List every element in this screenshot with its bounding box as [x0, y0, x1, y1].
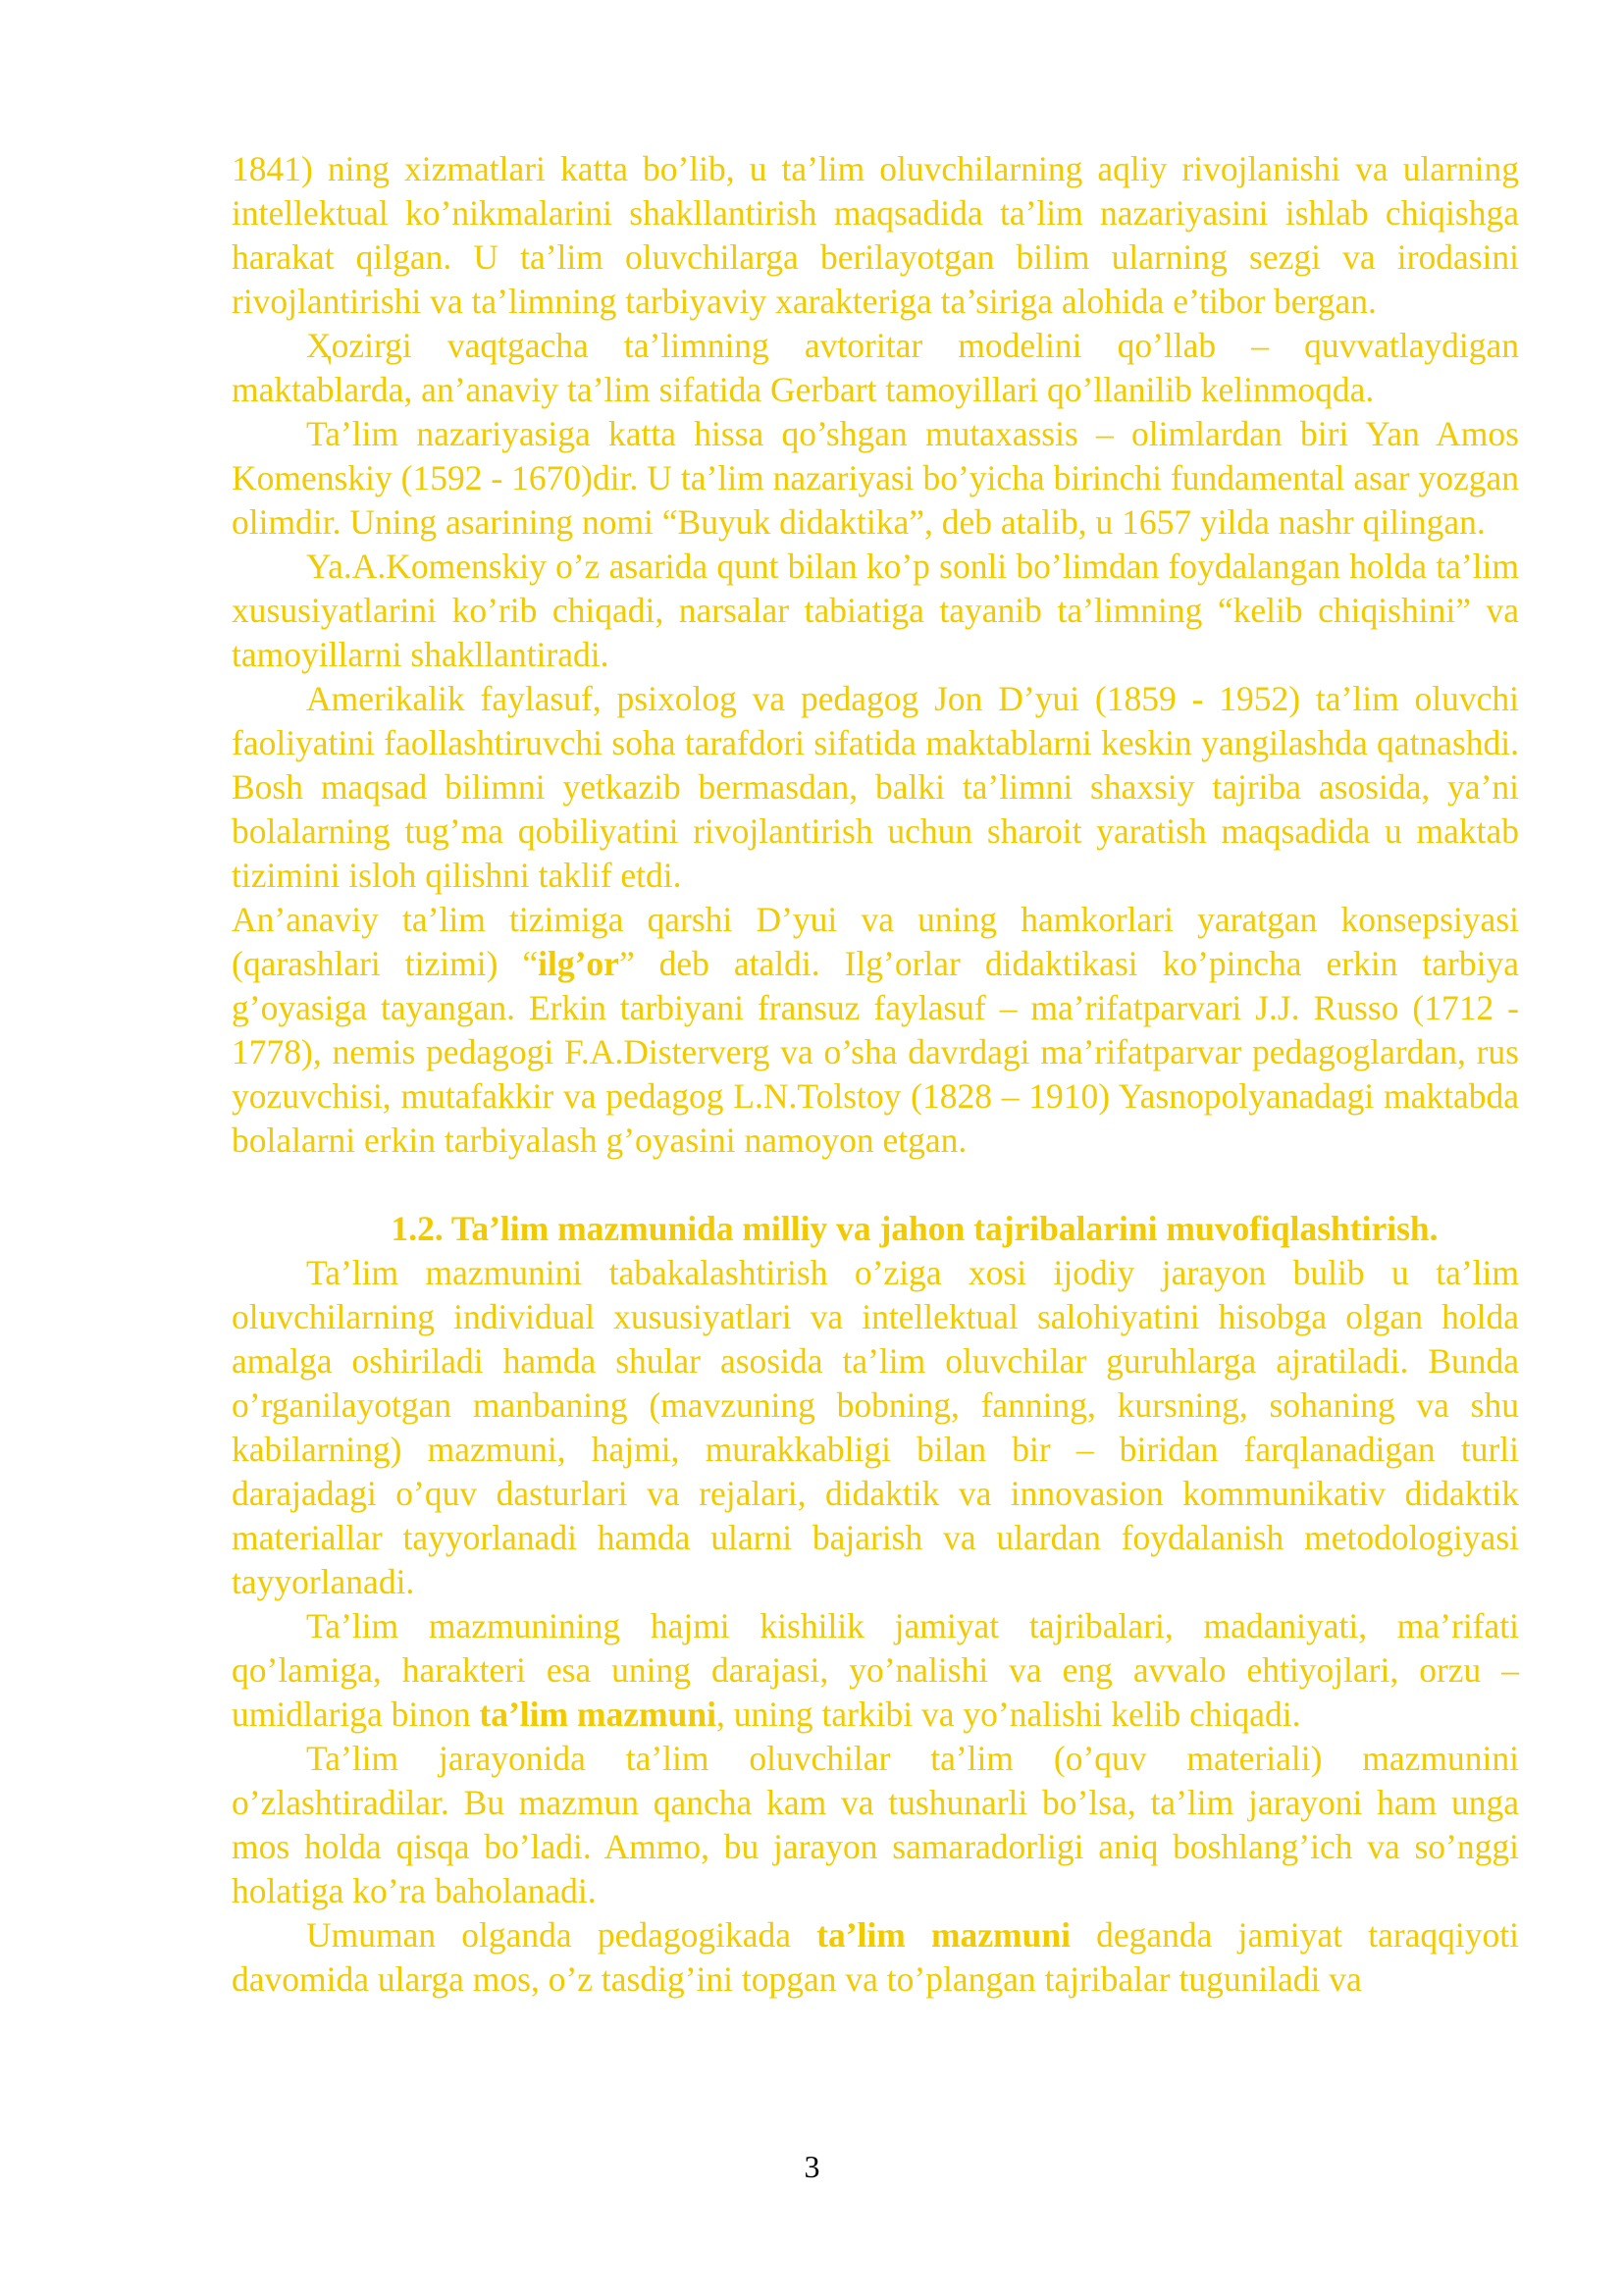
- text-run: Ya.A.Komenskiy o’z asarida qunt bilan ko’p sonli bo’limdan foydalangan holda ta’lim xususiyatlarini ko’rib chiqadi, narsalar tabiatiga tayanib ta’limning “kelib chiqishini” va tamoyillarni shakllantiradi.: [232, 547, 1519, 674]
- bold-term: ilg’or: [538, 944, 619, 983]
- bold-term: ta’lim mazmuni: [816, 1915, 1071, 1955]
- heading-text: 1.2. Ta’lim mazmunida milliy va jahon tajribalarini muvofiqlashtirish.: [391, 1209, 1439, 1248]
- text-run: , uning tarkibi va yo’nalishi kelib chiqadi.: [715, 1695, 1301, 1734]
- text-run: Umuman olganda pedagogikada: [306, 1915, 817, 1955]
- text-run: Amerikalik faylasuf, psixolog va pedagog Jon D’yui (1859 - 1952) ta’lim oluvchi faoliyatini faollashtiruvchi soha tarafdori sifatida maktablarni keskin yangilashda qatnashdi. Bosh maqsad bilimni yetkazib bermasdan, balki ta’limni shaxsiy tajriba asosida, ya’ni bolalarning tug’ma qobiliyatini rivojlantirish uchun sharoit yaratish maqsadida u maktab tizimini isloh qilishni taklif etdi.: [232, 679, 1519, 895]
- document-body: [232, 147, 1519, 2002]
- text-run: 1841) ning xizmatlari katta bo’lib, u ta’lim oluvchilarning aqliy rivojlanishi va ularning intellektual ko’nikmalarini shakllantirish maqsadida ta’lim nazariyasini ishlab chiqishga harakat qilgan. U ta’lim oluvchilarga berilayotgan bilim ularning sezgi va irodasini rivojlantirishi va ta’limning tarbiyaviy xarakteriga ta’siriga alohida e’tibor bergan.: [232, 149, 1519, 321]
- text-run: Ta’lim mazmunini tabakalashtirish o’ziga xosi ijodiy jarayon bulib u ta’lim oluvchilarning individual xususiyatlari va intellektual salohiyatini hisobga olgan holda amalga oshiriladi hamda shular asosida ta’lim oluvchilar guruhlarga ajratiladi. Bunda o’rganilayotgan manbaning (mavzuning bobning, fanning, kursning, sohaning va shu kabilarning) mazmuni, hajmi, murakkabligi bilan bir – biridan farqlanadigan turli darajadagi o’quv dasturlari va rejalari, didaktik va innovasion kommunikativ didaktik materiallar tayyorlanadi hamda ularni bajarish va ulardan foydalanish metodologiyasi tayyorlanadi.: [232, 1253, 1519, 1601]
- bold-term: ta’lim mazmuni: [479, 1695, 716, 1734]
- paragraph: [232, 1913, 1519, 2002]
- page-number: 3: [804, 2149, 820, 2184]
- text-run: Ta’lim mazmunining hajmi kishilik jamiyat tajribalari, madaniyati, ma’rifati qo’lamiga, harakteri esa uning darajasi, yo’nalishi va eng avvalo ehtiyojlari, orzu – umidlariga binon: [232, 1606, 1519, 1734]
- paragraph: [232, 1251, 1519, 1604]
- paragraph: [232, 545, 1519, 677]
- text-run: deganda jamiyat taraqqiyoti davomida ularga mos, o’z tasdig’ini topgan va to’plangan tajribalar tuguniladi va: [232, 1915, 1519, 1999]
- spacer: [232, 1163, 1519, 1207]
- text-run: ” deb ataldi. Ilg’orlar didaktikasi ko’pincha erkin tarbiya g’oyasiga tayangan. Erkin tarbiyani fransuz faylasuf – ma’rifatparvari J.J. Russo (1712 - 1778), nemis pedagogi F.A.Disterverg va o’sha davrdagi ma’rifatparvar pedagoglardan, rus yozuvchisi, mutafakkir va pedagog L.N.Tolstoy (1828 – 1910) Yasnopolyanadagi maktabda bolalarni erkin tarbiyalash g’oyasini namoyon etgan.: [232, 944, 1519, 1160]
- paragraph: [232, 412, 1519, 545]
- section-heading: [232, 1207, 1519, 1251]
- paragraph: [232, 147, 1519, 324]
- text-run: Ҳozirgi vaqtgacha ta’limning avtoritar modelini qo’llab – quvvatlaydigan maktablarda, an’anaviy ta’lim sifatida Gerbart tamoyillari qo’llanilib kelinmoqda.: [232, 326, 1519, 409]
- paragraph: [232, 324, 1519, 412]
- text-run: Ta’lim jarayonida ta’lim oluvchilar ta’lim (o’quv materiali) mazmunini o’zlashtiradilar. Bu mazmun qancha kam va tushunarli bo’lsa, ta’lim jarayoni ham unga mos holda qisqa bo’ladi. Ammo, bu jarayon samaradorligi aniq boshlang’ich va so’nggi holatiga ko’ra baholanadi.: [232, 1739, 1519, 1910]
- paragraph: [232, 1737, 1519, 1913]
- paragraph: [232, 1604, 1519, 1737]
- paragraph: [232, 677, 1519, 898]
- paragraph: [232, 898, 1519, 1163]
- text-run: Ta’lim nazariyasiga katta hissa qo’shgan mutaxassis – olimlardan biri Yan Amos Komenskiy (1592 - 1670)dir. U ta’lim nazariyasi bo’yicha birinchi fundamental asar yozgan olimdir. Uning asarining nomi “Buyuk didaktika”, deb atalib, u 1657 yilda nashr qilingan.: [232, 414, 1519, 542]
- text-run: An’anaviy ta’lim tizimiga qarshi D’yui va uning hamkorlari yaratgan konsepsiyasi (qarashlari tizimi) “: [232, 900, 1519, 983]
